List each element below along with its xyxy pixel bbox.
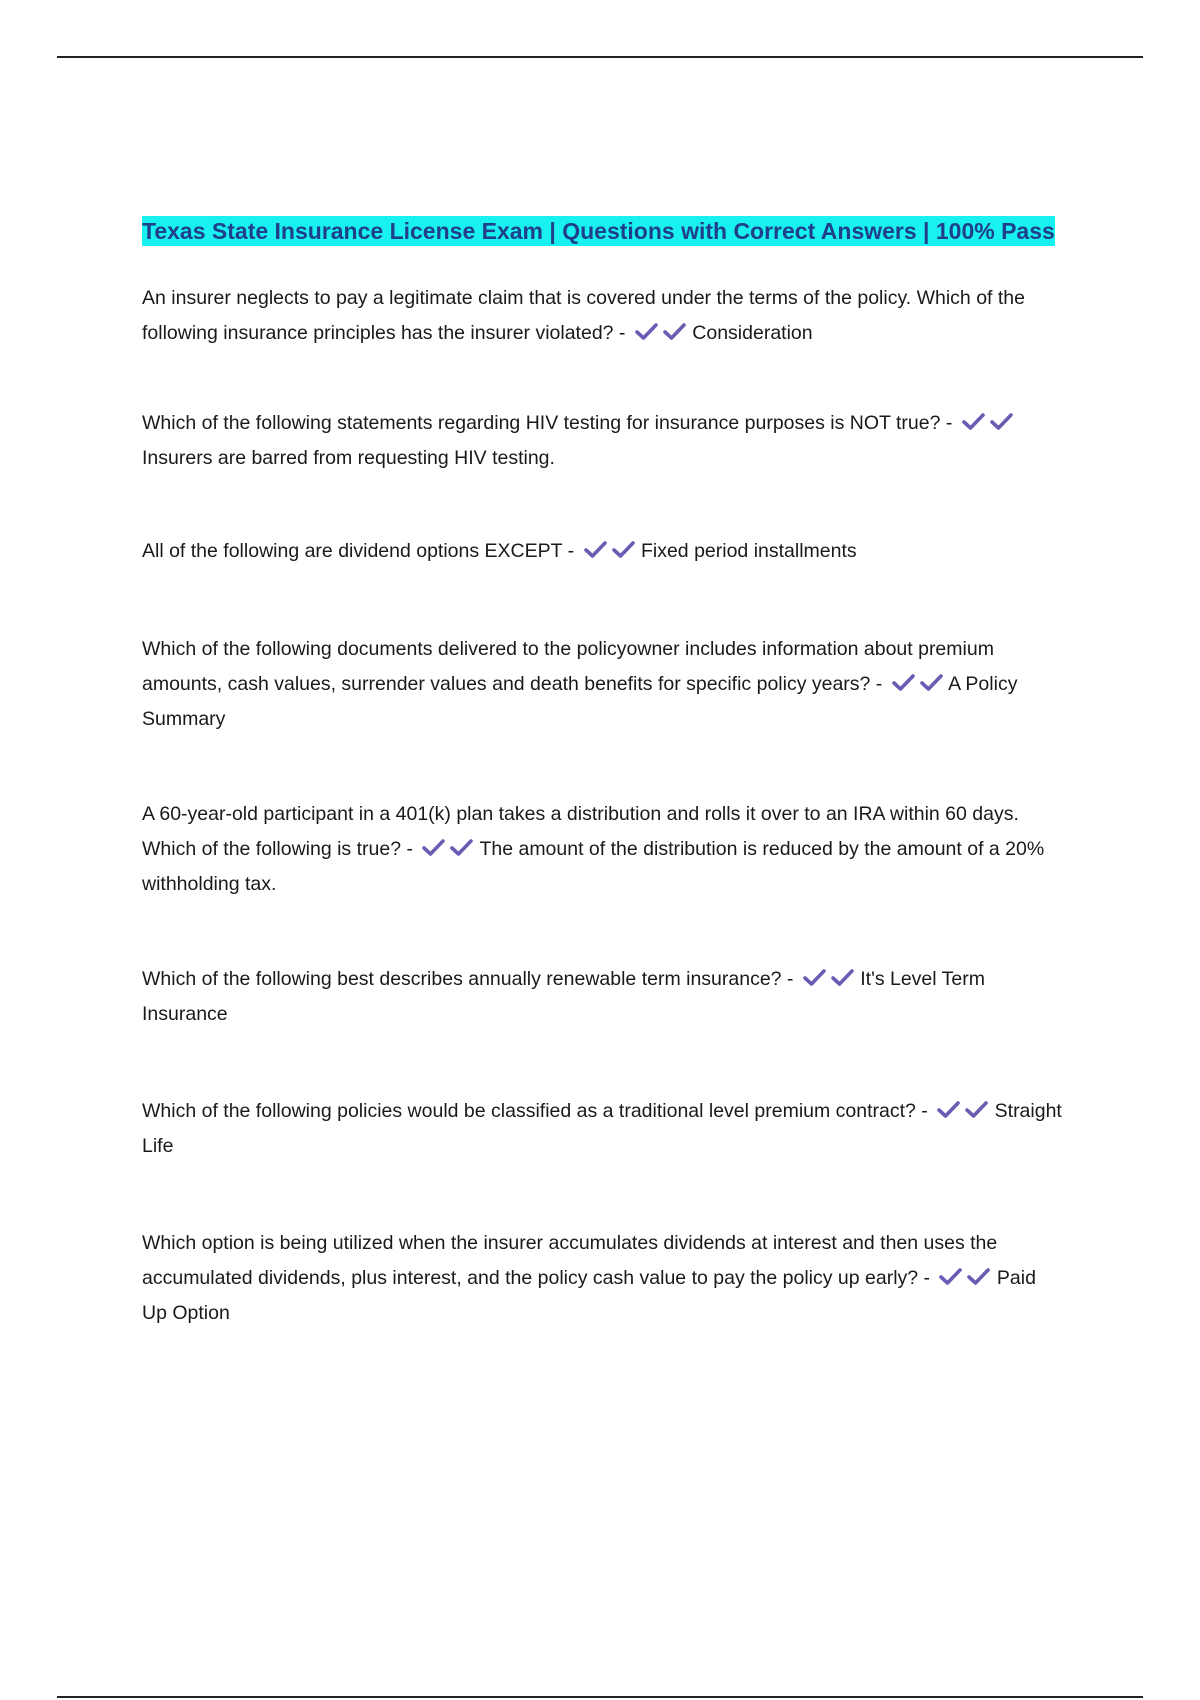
- answer-text: A Policy Summary: [142, 673, 1018, 730]
- question-text: Which of the following documents delivered to the policyowner includes information about premium amounts, cash values, surrender values and death benefits for specific policy years? -: [142, 638, 994, 695]
- qa-item: [142, 962, 1062, 1032]
- title-highlight: Texas State Insurance License Exam | Questions with Correct Answers | 100% Pass: [142, 218, 1055, 244]
- qa-item: [142, 534, 1062, 569]
- qa-item: [142, 632, 1062, 737]
- checkmark-icon: [966, 1267, 991, 1287]
- qa-item: [142, 406, 1062, 476]
- question-text: Which of the following policies would be classified as a traditional level premium contract? -: [142, 1100, 928, 1122]
- checkmark-icon: [611, 540, 636, 560]
- answer-text: The amount of the distribution is reduced by the amount of a 20% withholding tax.: [142, 838, 1045, 895]
- document-body: [142, 212, 1062, 1331]
- checkmark-icon: [964, 1100, 989, 1120]
- checkmark-icon: [662, 322, 687, 342]
- qa-item: [142, 281, 1062, 351]
- checkmark-icon: [961, 412, 986, 432]
- question-text: Which of the following best describes annually renewable term insurance? -: [142, 968, 794, 990]
- top-rule: [57, 56, 1143, 58]
- qa-item: [142, 797, 1062, 902]
- question-text: Which of the following statements regarding HIV testing for insurance purposes is NOT true? -: [142, 412, 953, 434]
- answer-text: Straight Life: [142, 1100, 1062, 1157]
- checkmark-icon: [583, 540, 608, 560]
- checkmark-icon: [421, 838, 446, 858]
- answer-text: Insurers are barred from requesting HIV testing.: [142, 447, 555, 469]
- qa-item: [142, 1094, 1062, 1164]
- qa-item: [142, 1226, 1062, 1331]
- answer-text: Paid Up Option: [142, 1267, 1036, 1324]
- question-text: An insurer neglects to pay a legitimate claim that is covered under the terms of the policy. Which of the following insurance principles has the insurer violated? -: [142, 287, 1025, 344]
- question-text: A 60-year-old participant in a 401(k) plan takes a distribution and rolls it over to an IRA within 60 days. Which of the following is true? -: [142, 803, 1019, 860]
- answer-text: Fixed period installments: [640, 540, 857, 562]
- document-title: [142, 212, 1062, 251]
- checkmark-icon: [989, 412, 1014, 432]
- checkmark-icon: [830, 968, 855, 988]
- checkmark-icon: [919, 673, 944, 693]
- answer-text: Consideration: [692, 322, 813, 344]
- checkmark-icon: [938, 1267, 963, 1287]
- checkmark-icon: [802, 968, 827, 988]
- checkmark-icon: [634, 322, 659, 342]
- checkmark-icon: [449, 838, 474, 858]
- answer-text: It's Level Term Insurance: [142, 968, 986, 1025]
- bottom-rule: [57, 1696, 1143, 1698]
- question-text: Which option is being utilized when the insurer accumulates dividends at interest and then uses the accumulated dividends, plus interest, and the policy cash value to pay the policy up early? -: [142, 1232, 998, 1289]
- checkmark-icon: [936, 1100, 961, 1120]
- checkmark-icon: [891, 673, 916, 693]
- question-text: All of the following are dividend options EXCEPT -: [142, 540, 575, 562]
